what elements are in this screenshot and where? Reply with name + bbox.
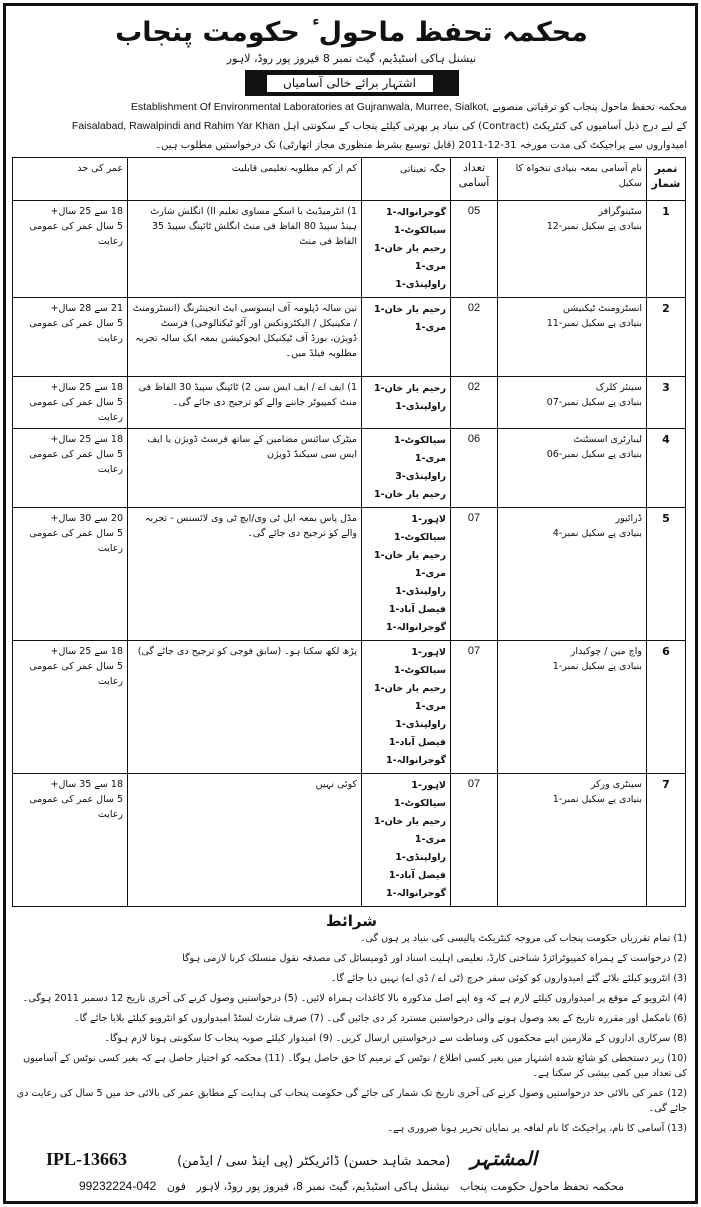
post-name: لیبارٹری اسسٹنٹ	[573, 434, 642, 445]
intro-line2-english: Faisalabad, Rawalpindi and Rahim Yar Khan	[71, 120, 280, 132]
term-item: (1) تمام تقرریاں حکومت پنجاب کی مروجہ کنٹریکٹ پالیسی کی بنیاد پر ہوں گی۔	[359, 933, 687, 944]
posting-location: لاہور-1	[411, 780, 446, 791]
age-range: 18 سے 25 سال+	[50, 206, 123, 217]
row-serial: 5	[647, 508, 686, 641]
header-age: عمر کی حد	[13, 158, 128, 201]
post-name: سینئر کلرک	[595, 382, 642, 393]
row-serial: 3	[647, 377, 686, 429]
posting-location: مری-1	[414, 261, 446, 272]
age-range: 18 سے 35 سال+	[50, 779, 123, 790]
term-item: (13) آسامی کا نام، پراجیکٹ کا نام لفافہ پر نمایاں تحریر ہونا ضروری ہے۔	[387, 1123, 687, 1134]
post-name: سٹینوگرافر	[598, 206, 642, 217]
row-qualification: کوئی نہیں	[128, 774, 362, 907]
row-postings	[362, 429, 451, 508]
age-range: 18 سے 25 سال+	[50, 434, 123, 445]
posting-location: رحیم یار خان-1	[374, 304, 446, 315]
footer-address-text: نیشنل ہاکی اسٹیڈیم، گیٹ نمبر 8، فیروز پور روڈ، لاہور	[196, 1180, 450, 1193]
row-post	[498, 377, 647, 429]
ipl-code: IPL-13663	[46, 1148, 127, 1169]
posting-location: سیالکوٹ-1	[394, 665, 446, 676]
posting-location: گوجرانوالہ-1	[386, 622, 446, 633]
post-scale: بنیادی پے سکیل نمبر-1	[552, 794, 642, 805]
intro-line1-english: Establishment Of Environmental Laboratories at Gujranwala, Murree, Sialkot,	[130, 101, 490, 113]
age-relaxation: 5 سال عمر کی عمومی رعایت	[29, 318, 123, 344]
posting-location: سیالکوٹ-1	[394, 435, 446, 446]
row-postings	[362, 641, 451, 774]
posting-location: فیصل آباد-1	[388, 604, 446, 615]
table-row	[13, 201, 686, 298]
row-post	[498, 201, 647, 298]
terms-section	[6, 911, 695, 1195]
row-count: 02	[451, 377, 498, 429]
posting-location: رحیم یار خان-1	[374, 550, 446, 561]
row-count: 07	[451, 641, 498, 774]
row-post	[498, 508, 647, 641]
row-post	[498, 641, 647, 774]
signature-row	[16, 1148, 687, 1170]
age-relaxation: 5 سال عمر کی عمومی رعایت	[29, 794, 123, 820]
age-range: 18 سے 25 سال+	[50, 646, 123, 657]
row-qualification: مڈل پاس بمعہ ایل ٹی وی/ایچ ٹی وی لائسنس - تجربہ والے کو ترجیح دی جائے گی۔	[128, 508, 362, 641]
table-row	[13, 429, 686, 508]
posting-location: گوجرانوالہ-1	[386, 755, 446, 766]
row-postings	[362, 377, 451, 429]
row-age	[13, 774, 128, 907]
posting-location: سیالکوٹ-1	[394, 225, 446, 236]
posting-location: گوجرانوالہ-1	[386, 207, 446, 218]
posting-location: رحیم یار خان-1	[374, 816, 446, 827]
row-post	[498, 774, 647, 907]
age-relaxation: 5 سال عمر کی عمومی رعایت	[29, 661, 123, 687]
header-post: نام آسامی بمعہ بنیادی تنخواہ کا سکیل	[498, 158, 647, 201]
posting-location: راولپنڈی-3	[395, 471, 446, 482]
post-scale: بنیادی پے سکیل نمبر-4	[552, 528, 642, 539]
post-name: واچ مین / چوکیدار	[570, 646, 642, 657]
row-count: 06	[451, 429, 498, 508]
signatory: (محمد شاہد حسن) ڈائریکٹر (پی اینڈ سی / ایڈمن)	[177, 1154, 451, 1169]
intro-line-1	[16, 100, 687, 115]
posting-location: راولپنڈی-1	[395, 852, 446, 863]
row-qualification: 1) ایف اے / ایف ایس سی 2) ٹائپنگ سپیڈ 30 الفاظ فی منٹ کمپیوٹر جاننے والے کو ترجیح دی جائے گی۔	[128, 377, 362, 429]
terms-list	[16, 931, 687, 1136]
row-postings	[362, 774, 451, 907]
term-item: (2) درخواست کے ہمراہ کمپیوٹرائزڈ شناختی کارڈ، تعلیمی اہلیت اسناد اور ڈومیسائل کی مصدقہ نقول منسلک کرنا لازمی ہوگا	[182, 953, 687, 964]
row-age	[13, 429, 128, 508]
posting-location: راولپنڈی-1	[395, 719, 446, 730]
row-age	[13, 377, 128, 429]
posting-location: لاہور-1	[411, 647, 446, 658]
vacancies-table	[12, 157, 686, 907]
post-name: انسٹرومنٹ ٹیکنیشن	[563, 303, 642, 314]
row-count: 07	[451, 508, 498, 641]
row-qualification: پڑھ لکھ سکتا ہو۔ (سابق فوجی کو ترجیح دی جائے گی)	[128, 641, 362, 774]
phone-label: فون	[166, 1180, 186, 1193]
header-count: تعداد آسامی	[451, 158, 498, 201]
row-serial: 1	[647, 201, 686, 298]
row-age	[13, 298, 128, 377]
table-row	[13, 508, 686, 641]
intro-line1-urdu: محکمہ تحفظ ماحول پنجاب کو ترقیاتی منصوبے	[492, 102, 687, 113]
post-scale: بنیادی پے سکیل نمبر-06	[546, 449, 642, 460]
post-scale: بنیادی پے سکیل نمبر-12	[546, 221, 642, 232]
age-relaxation: 5 سال عمر کی عمومی رعایت	[29, 397, 123, 423]
posting-location: رحیم یار خان-1	[374, 683, 446, 694]
posting-location: مری-1	[414, 568, 446, 579]
posting-location: مری-1	[414, 834, 446, 845]
table-header-row	[13, 158, 686, 201]
term-item: (12) عمر کی بالائی حد درخواستیں وصول کرنے کی آخری تاریخ تک شمار کی جائے گی حکومت پنجاب کی ہدایت کے مطابق عمر کی بالائی حد میں 5 سال کی رعایت دی جائے گی۔	[16, 1088, 687, 1114]
posting-location: سیالکوٹ-1	[394, 798, 446, 809]
posting-location: لاہور-1	[411, 514, 446, 525]
age-relaxation: 5 سال عمر کی عمومی رعایت	[29, 221, 123, 247]
posting-location: رحیم یار خان-1	[374, 489, 446, 500]
advertisement-border	[3, 3, 698, 1204]
advertiser-label: المشتہر	[470, 1148, 537, 1170]
row-count: 05	[451, 201, 498, 298]
posting-location: سیالکوٹ-1	[394, 532, 446, 543]
row-qualification: میٹرک سائنس مضامین کے ساتھ فرسٹ ڈویژن یا ایف ایس سی سیکنڈ ڈویژن	[128, 429, 362, 508]
post-scale: بنیادی پے سکیل نمبر-07	[546, 397, 642, 408]
posting-location: راولپنڈی-1	[395, 586, 446, 597]
row-post	[498, 429, 647, 508]
footer-address	[16, 1178, 687, 1195]
posting-location: راولپنڈی-1	[395, 401, 446, 412]
posting-location: رحیم یار خان-1	[374, 383, 446, 394]
age-range: 20 سے 30 سال+	[50, 513, 123, 524]
banner-text: اشتہار برائے خالی آسامیاں	[266, 74, 434, 93]
footer-department: محکمہ تحفظ ماحول حکومت پنجاب	[459, 1180, 625, 1193]
row-qualification: 1) انٹرمیڈیٹ یا اسکے مساوی تعلیم II) انگلش شارٹ ہینڈ سپیڈ 80 الفاظ فی منٹ انگلش ٹائپنگ سپیڈ 35 الفاظ فی منٹ	[128, 201, 362, 298]
posting-location: مری-1	[414, 701, 446, 712]
row-serial: 7	[647, 774, 686, 907]
posting-location: فیصل آباد-1	[388, 870, 446, 881]
term-item: (3) انٹرویو کیلئے بلائے گئے امیدواروں کو کوئی سفر خرچ (ٹی اے / ڈی اے) نہیں دیا جائے گا۔	[330, 973, 687, 984]
intro-line-2	[16, 119, 687, 134]
term-item: (6) نامکمل اور مقررہ تاریخ کے بعد وصول ہونے والی درخواستیں مسترد کر دی جائیں گی۔ (7) صرف شارٹ لسٹڈ امیدواروں کو انٹرویو کیلئے بلایا جائے گا۔	[74, 1013, 687, 1024]
post-scale: بنیادی پے سکیل نمبر-11	[546, 318, 642, 329]
post-name: ڈرائیور	[615, 513, 642, 524]
age-range: 18 سے 25 سال+	[50, 382, 123, 393]
age-range: 21 سے 28 سال+	[50, 303, 123, 314]
row-serial: 6	[647, 641, 686, 774]
header-qualification: کم از کم مطلوبہ تعلیمی قابلیت	[128, 158, 362, 201]
row-age	[13, 641, 128, 774]
row-count: 07	[451, 774, 498, 907]
table-row	[13, 641, 686, 774]
table-row	[13, 298, 686, 377]
intro-line-3: امیدواروں سے پراجیکٹ کی مدت مورخہ 31-12-2011 (قابل توسیع بشرط منظوری مجاز اتھارٹی) تک درخواستیں مطلوب ہیں۔	[155, 140, 687, 151]
row-age	[13, 201, 128, 298]
term-item: (4) انٹرویو کے موقع پر امیدواروں کیلئے لازم ہے کہ وہ اپنے اصل مذکورہ بالا کاغذات ہمراہ لائیں۔ (5) درخواستیں وصول کرنے کی آخری تاریخ 12 دسمبر 2011 ہوگی۔	[22, 993, 687, 1004]
row-postings	[362, 508, 451, 641]
post-scale: بنیادی پے سکیل نمبر-1	[552, 661, 642, 672]
posting-location: رحیم یار خان-1	[374, 243, 446, 254]
signature-block	[177, 1148, 537, 1170]
age-relaxation: 5 سال عمر کی عمومی رعایت	[29, 528, 123, 554]
advertisement-content	[6, 6, 695, 153]
posting-location: راولپنڈی-1	[395, 279, 446, 290]
ad-banner	[245, 70, 459, 96]
row-qualification: تین سالہ ڈپلومہ آف ایسوسی ایٹ انجینئرنگ (انسٹرومنٹ / مکینیکل / الیکٹرونکس اور آٹو ٹیکنالوجی) فرسٹ ڈویژن، بورڈ آف ٹیکنیکل ایجوکیشن بمعہ ایک سالہ تجربہ مطلوبہ فیلڈ میں۔	[128, 298, 362, 377]
posting-location: فیصل آباد-1	[388, 737, 446, 748]
row-age	[13, 508, 128, 641]
term-item: (10) زیر دستخطی کو شائع شدہ اشتہار میں بغیر کسی اطلاع / نوٹس کے ترمیم کا حق حاصل ہوگا۔ (11) محکمہ کو اختیار حاصل ہے کہ بغیر کسی نوٹس کے آسامیوں کی تعداد میں کمی بیشی کر سکتا ہے۔	[23, 1053, 687, 1079]
intro-line2-urdu: کے لیے درج ذیل آسامیوں کی کنٹریکٹ (Contract) کی بنیاد پر بھرتی کیلئے پنجاب کے سکونتی اہل	[283, 121, 687, 132]
row-serial: 2	[647, 298, 686, 377]
post-name: سینٹری ورکر	[590, 779, 642, 790]
row-serial: 4	[647, 429, 686, 508]
term-item: (8) سرکاری اداروں کے ملازمین اپنے محکموں کی وساطت سے درخواستیں ارسال کریں۔ (9) امیدوار کیلئے صوبہ پنجاب کا سکونتی ہونا لازم ہوگا۔	[104, 1033, 687, 1044]
department-address: نیشنل ہاکی اسٹیڈیم، گیٹ نمبر 8 فیروز پور روڈ، لاہور	[226, 52, 477, 65]
posting-location: مری-1	[414, 322, 446, 333]
terms-heading: شرائط	[326, 912, 377, 930]
phone-number: 042-99232224	[78, 1179, 157, 1193]
row-post	[498, 298, 647, 377]
age-relaxation: 5 سال عمر کی عمومی رعایت	[29, 449, 123, 475]
row-postings	[362, 201, 451, 298]
posting-location: گوجرانوالہ-1	[386, 888, 446, 899]
department-title: محکمہ تحفظ ماحول ٔ حکومت پنجاب	[115, 17, 588, 48]
header-serial: نمبر شمار	[647, 158, 686, 201]
table-row	[13, 377, 686, 429]
posting-location: مری-1	[414, 453, 446, 464]
header-posting: جگہ تعیناتی	[362, 158, 451, 201]
table-row	[13, 774, 686, 907]
row-postings	[362, 298, 451, 377]
row-count: 02	[451, 298, 498, 377]
